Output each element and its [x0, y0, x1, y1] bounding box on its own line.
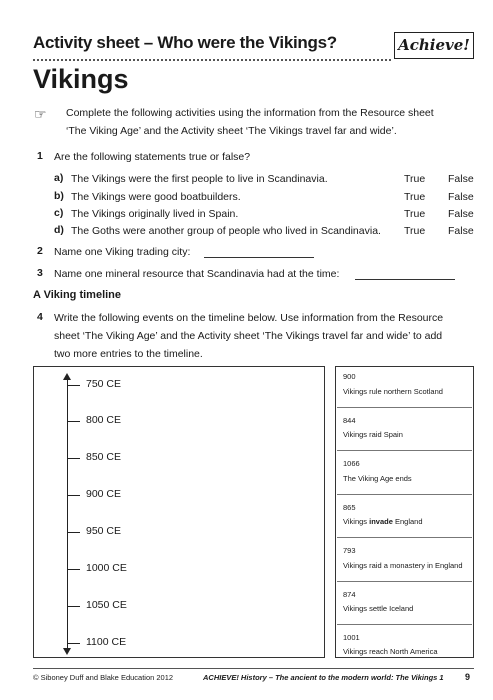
event-divider	[337, 624, 472, 625]
question-3-number: 3	[37, 267, 43, 279]
timeline-tick	[68, 385, 80, 386]
section-heading: A Viking timeline	[33, 289, 122, 301]
timeline-tick	[68, 643, 80, 644]
mineral-resource-answer-line[interactable]	[355, 267, 455, 280]
event-description: Vikings raid Spain	[343, 430, 403, 439]
timeline-label: 800 CE	[86, 414, 122, 426]
event-year: 793	[343, 546, 356, 555]
event-description	[343, 517, 423, 526]
statement-a-text: The Vikings were the first people to live in Scandinavia.	[71, 173, 328, 185]
event-description-emphasis: invade	[369, 517, 393, 526]
statement-c-label: c)	[54, 207, 64, 219]
statement-c-false[interactable]: False	[448, 208, 474, 220]
question-2-number: 2	[37, 245, 43, 257]
statement-a-true[interactable]: True	[404, 173, 426, 185]
question-3-text: Name one mineral resource that Scandinavia had at the time:	[54, 268, 340, 280]
trading-city-answer-line[interactable]	[204, 245, 314, 258]
pointing-hand-icon: ☞	[34, 106, 47, 122]
event-divider	[337, 407, 472, 408]
statement-b-label: b)	[54, 190, 64, 202]
question-2-text: Name one Viking trading city:	[54, 246, 191, 258]
timeline-box	[33, 366, 325, 658]
question-4-line-3: two more entries to the timeline.	[54, 348, 203, 360]
statement-c-true[interactable]: True	[404, 208, 426, 220]
question-4-line-2: sheet ‘The Viking Age’ and the Activity sheet ‘The Vikings travel far and wide’ to add	[54, 330, 443, 342]
timeline-tick	[68, 606, 80, 607]
events-box	[335, 366, 474, 658]
sheet-title: Activity sheet – Who were the Vikings?	[33, 33, 337, 52]
arrow-down-icon	[63, 648, 71, 655]
question-4-number: 4	[37, 311, 43, 323]
event-description: Vikings raid a monastery in England	[343, 561, 463, 570]
timeline-label: 850 CE	[86, 451, 122, 463]
timeline-tick	[68, 532, 80, 533]
event-divider	[337, 450, 472, 451]
timeline-tick	[68, 569, 80, 570]
statement-a-false[interactable]: False	[448, 173, 474, 185]
timeline-label: 950 CE	[86, 525, 122, 537]
question-1-text: Are the following statements true or false?	[54, 151, 251, 163]
event-year: 1066	[343, 459, 360, 468]
event-description: The Viking Age ends	[343, 474, 412, 483]
event-divider	[337, 494, 472, 495]
event-description-part: Vikings	[343, 517, 370, 526]
event-divider	[337, 581, 472, 582]
intro-line-2: ‘The Viking Age’ and the Activity sheet ‘The Vikings travel far and wide’.	[66, 125, 397, 137]
arrow-up-icon	[63, 373, 71, 380]
intro-line-1: Complete the following activities using the information from the Resource sheet	[66, 107, 434, 119]
event-description: Vikings settle Iceland	[343, 604, 414, 613]
event-description-part: England	[392, 517, 423, 526]
statement-d-false[interactable]: False	[448, 225, 474, 237]
event-year: 844	[343, 416, 356, 425]
statement-d-true[interactable]: True	[404, 225, 426, 237]
statement-b-text: The Vikings were good boatbuilders.	[71, 191, 241, 203]
question-4-line-1: Write the following events on the timeline below. Use information from the Resource	[54, 312, 444, 324]
header-dotted-rule	[33, 59, 391, 61]
statement-d-text: The Goths were another group of people who lived in Scandinavia.	[71, 225, 381, 237]
statement-b-false[interactable]: False	[448, 191, 474, 203]
timeline-tick	[68, 458, 80, 459]
timeline-label: 1050 CE	[86, 599, 127, 611]
timeline-label: 750 CE	[86, 378, 122, 390]
footer-rule	[33, 668, 474, 669]
footer-copyright: © Siboney Duff and Blake Education 2012	[33, 673, 174, 682]
page-heading: Vikings	[33, 64, 129, 94]
statement-d-label: d)	[54, 224, 64, 236]
event-year: 865	[343, 503, 356, 512]
timeline-axis	[67, 376, 68, 652]
statement-b-true[interactable]: True	[404, 191, 426, 203]
statement-c-text: The Vikings originally lived in Spain.	[71, 208, 239, 220]
timeline-label: 1000 CE	[86, 562, 127, 574]
question-1-number: 1	[37, 150, 43, 162]
timeline-tick	[68, 495, 80, 496]
event-year: 1001	[343, 633, 360, 642]
timeline-tick	[68, 421, 80, 422]
event-year: 900	[343, 372, 356, 381]
event-description: Vikings reach North America	[343, 647, 438, 656]
statement-a-label: a)	[54, 172, 64, 184]
event-description: Vikings rule northern Scotland	[343, 387, 443, 396]
event-year: 874	[343, 590, 356, 599]
page-number: 9	[465, 672, 471, 682]
footer-series: ACHIEVE! History – The ancient to the modern world: The Vikings 1	[203, 673, 444, 682]
timeline-label: 1100 CE	[86, 636, 127, 648]
achieve-badge: Achieve!	[394, 32, 474, 59]
timeline-label: 900 CE	[86, 488, 122, 500]
event-divider	[337, 537, 472, 538]
